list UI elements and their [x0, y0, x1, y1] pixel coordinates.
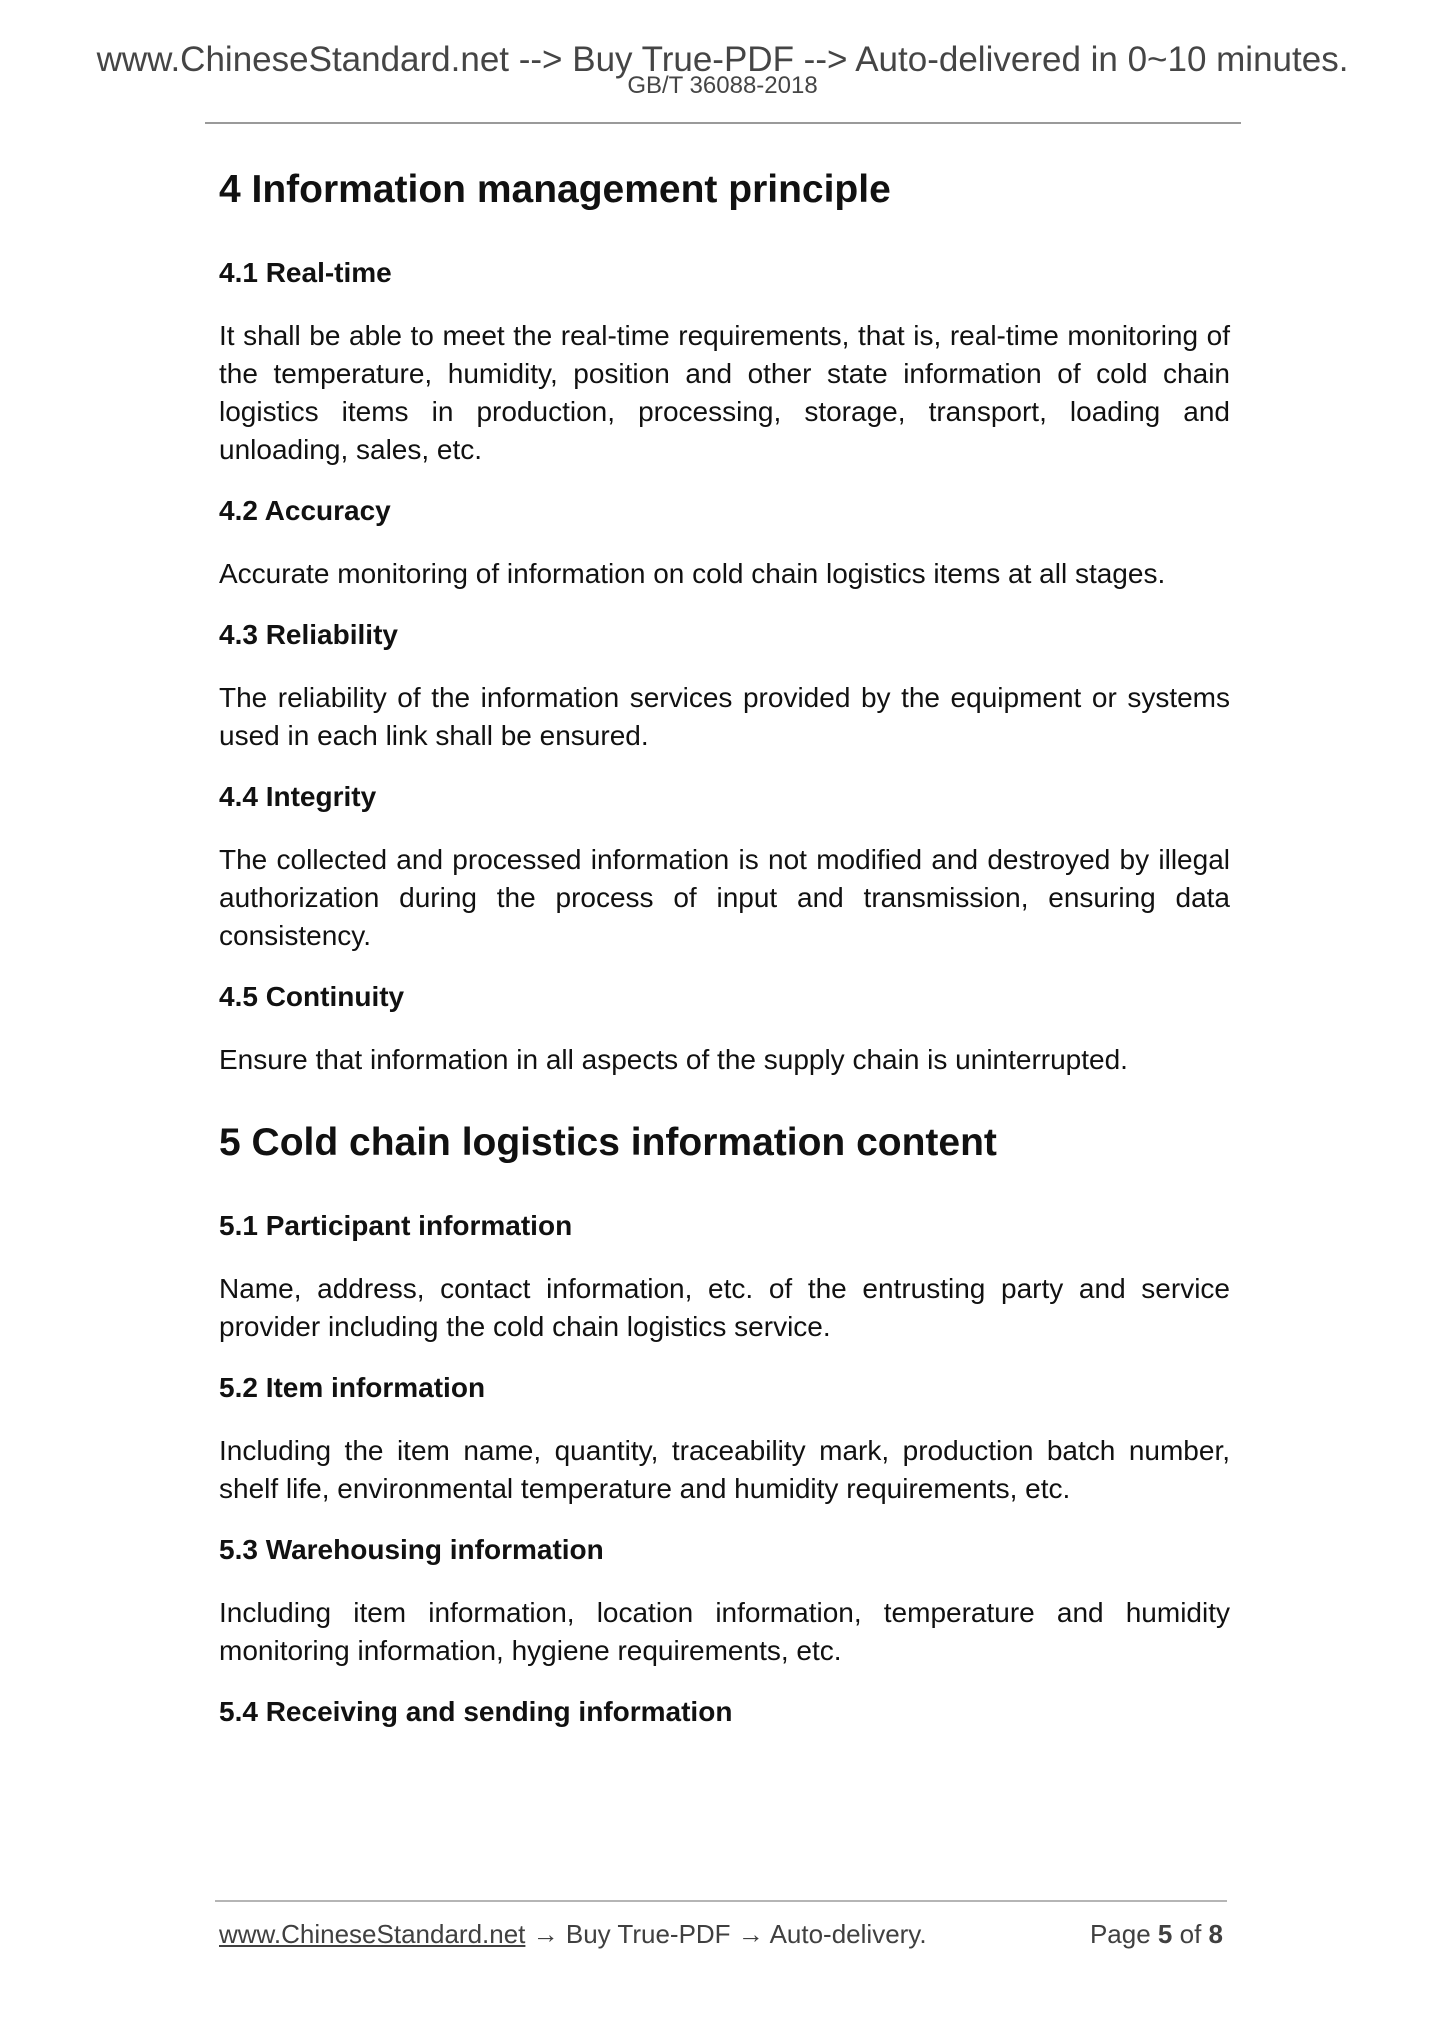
subsection-4-5-heading: 4.5 Continuity [219, 981, 405, 1012]
footer-divider [215, 1900, 1227, 1902]
subsection-4-1-heading: 4.1 Real-time [219, 257, 392, 288]
subsection-4-3-heading: 4.3 Reliability [219, 619, 398, 650]
subsection-5-3-heading: 5.3 Warehousing information [219, 1534, 604, 1565]
document-body [219, 166, 1230, 1756]
page-of-label: of [1179, 1919, 1202, 1949]
footer-site-link[interactable]: www.ChineseStandard.net [219, 1919, 526, 1949]
page-label: Page [1089, 1919, 1151, 1949]
standard-number: GB/T 36088-2018 [627, 72, 818, 99]
footer-left [219, 1918, 927, 1950]
subsection-4-1-text: It shall be able to meet the real-time requirements, that is, real-time monitoring of the temperature, humidity, position and other state information of cold chain logistics items in production, processing, storage, transport, loading and unloading, sales, etc. [219, 320, 1230, 465]
total-page-count: 8 [1208, 1919, 1223, 1949]
subsection-4-4-heading: 4.4 Integrity [219, 781, 377, 812]
subsection-5-2-text: Including the item name, quantity, traceability mark, production batch number, shelf life, environmental temperature and humidity requirements, etc. [219, 1435, 1230, 1504]
subsection-5-2-heading: 5.2 Item information [219, 1372, 486, 1403]
subsection-5-4-heading: 5.4 Receiving and sending information [219, 1696, 733, 1727]
subsection-4-5-text: Ensure that information in all aspects of the supply chain is uninterrupted. [219, 1044, 1128, 1075]
subsection-5-1-text: Name, address, contact information, etc. of the entrusting party and service provider including the cold chain logistics service. [219, 1273, 1230, 1342]
section-4-title: 4 Information management principle [219, 168, 891, 211]
footer-tagline: → Buy True-PDF → Auto-delivery. [525, 1919, 927, 1949]
subsection-4-2-text: Accurate monitoring of information on cold chain logistics items at all stages. [219, 558, 1166, 589]
subsection-4-3-text: The reliability of the information services provided by the equipment or systems used in each link shall be ensured. [219, 682, 1230, 751]
top-banner: www.ChineseStandard.net --> Buy True-PDF --> Auto-delivered in 0~10 minutes. [96, 40, 1349, 79]
current-page-number: 5 [1157, 1919, 1173, 1949]
subsection-5-1-heading: 5.1 Participant information [219, 1210, 573, 1241]
subsection-4-2-heading: 4.2 Accuracy [219, 495, 391, 526]
page-indicator [1090, 1918, 1223, 1950]
subsection-4-4-text: The collected and processed information is not modified and destroyed by illegal authorization during the process of input and transmission, ensuring data consistency. [219, 844, 1230, 951]
section-5-title: 5 Cold chain logistics information content [219, 1121, 997, 1164]
header-divider [205, 122, 1241, 124]
subsection-5-3-text: Including item information, location information, temperature and humidity monitoring information, hygiene requirements, etc. [219, 1597, 1230, 1666]
